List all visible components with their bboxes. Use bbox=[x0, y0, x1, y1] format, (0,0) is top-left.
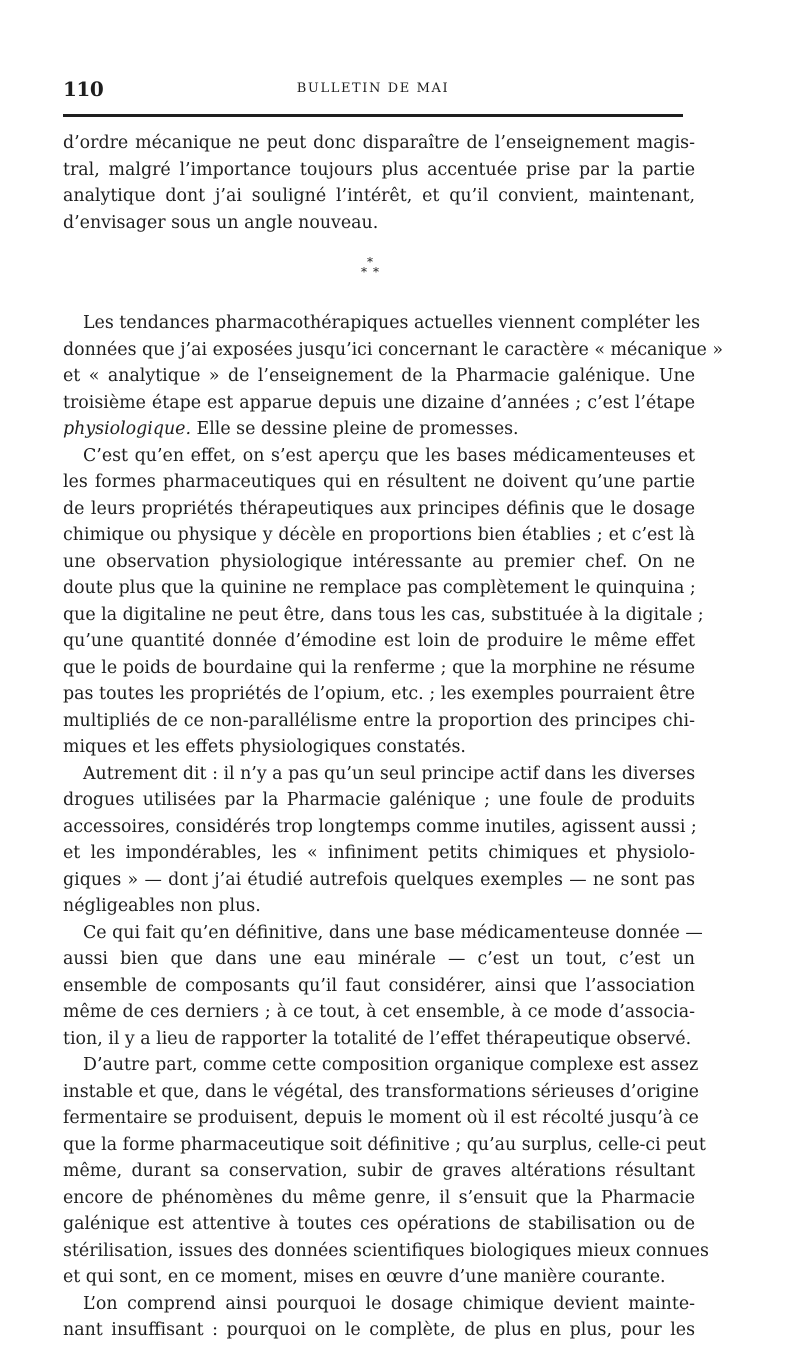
text-line: chimique ou physique y décèle en proportions bien établies ; et c’est là bbox=[63, 525, 695, 545]
text-line: que la forme pharmaceutique soit définitive ; qu’au surplus, celle-ci peut bbox=[63, 1134, 706, 1155]
text-line-mixed bbox=[63, 416, 695, 443]
text-line: d’envisager sous un angle nouveau. bbox=[63, 212, 379, 233]
text-line: stérilisation, issues des données scientifiques biologiques mieux connues bbox=[63, 1240, 709, 1261]
text-line: miques et les effets physiologiques constatés. bbox=[63, 737, 466, 757]
text-line: même, durant sa conservation, subir de graves altérations résultant bbox=[63, 1161, 695, 1181]
text-line: même de ces derniers ; à ce tout, à cet ensemble, à ce mode d’associa- bbox=[63, 1002, 695, 1022]
text-line: C’est qu’en effet, on s’est aperçu que les bases médicamenteuses et bbox=[83, 445, 695, 466]
text-line: de leurs propriétés thérapeutiques aux principes définis que le dosage bbox=[63, 498, 695, 519]
text-line: Ce qui fait qu’en définitive, dans une base médicamenteuse donnée — bbox=[83, 922, 703, 943]
text-line: aussi bien que dans une eau minérale — c’est un tout, c’est un bbox=[63, 949, 695, 969]
text-line: qu’une quantité donnée d’émodine est loin de produire le même effet bbox=[63, 631, 695, 651]
text-line: négligeables non plus. bbox=[63, 896, 261, 916]
text-line: et qui sont, en ce moment, mises en œuvre d’une manière courante. bbox=[63, 1267, 666, 1287]
text-line: accessoires, considérés trop longtemps comme inutiles, agissent aussi ; bbox=[63, 816, 697, 837]
text-run: Elle se dessine pleine de promesses. bbox=[191, 419, 519, 439]
text-line: doute plus que la quinine ne remplace pas complètement le quinquina ; bbox=[63, 578, 696, 598]
text-line: analytique dont j’ai souligné l’intérêt, et qu’il convient, maintenant, bbox=[63, 186, 695, 206]
italic-term: physiologique. bbox=[63, 419, 191, 439]
text-line: et les impondérables, les « infiniment petits chimiques et physiolo- bbox=[63, 843, 695, 863]
text-line: Autrement dit : il n’y a pas qu’un seul principe actif dans les diverses bbox=[83, 763, 696, 784]
text-line: et « analytique » de l’enseignement de la Pharmacie galénique. Une bbox=[63, 366, 695, 386]
text-line: que la digitaline ne peut être, dans tous les cas, substituée à la digitale ; bbox=[63, 604, 704, 625]
text-line: L’on comprend ainsi pourquoi le dosage chimique devient mainte- bbox=[83, 1293, 695, 1314]
text-line: galénique est attentive à toutes ces opérations de stabilisation ou de bbox=[63, 1214, 695, 1234]
text-line: encore de phénomènes du même genre, il s’ensuit que la Pharmacie bbox=[63, 1187, 695, 1208]
text-line: Les tendances pharmacothérapiques actuelles viennent compléter les bbox=[83, 313, 701, 333]
text-line: drogues utilisées par la Pharmacie galénique ; une foule de produits bbox=[63, 790, 695, 810]
text-line: instable et que, dans le végétal, des transformations sérieuses d’origine bbox=[63, 1081, 699, 1102]
section-break-asterism bbox=[63, 236, 695, 310]
text-line: les formes pharmaceutiques qui en résultent ne doivent qu’une partie bbox=[63, 472, 695, 492]
text-line: nant insuffisant : pourquoi on le complète, de plus en plus, pour les bbox=[63, 1320, 695, 1340]
page-header bbox=[63, 76, 683, 102]
text-line: D’autre part, comme cette composition organique complexe est assez bbox=[83, 1055, 699, 1075]
text-line: fermentaire se produisent, depuis le moment où il est récolté jusqu’à ce bbox=[63, 1108, 699, 1128]
asterism-star: * bbox=[361, 265, 367, 279]
text-line: multipliés de ce non-parallélisme entre la proportion des principes chi- bbox=[63, 710, 695, 731]
text-line: d’ordre mécanique ne peut donc disparaître de l’enseignement magis- bbox=[63, 133, 695, 153]
text-line: données que j’ai exposées jusqu’ici concernant le caractère « mécanique » bbox=[63, 339, 723, 360]
asterism-star: * bbox=[373, 265, 379, 279]
text-line: pas toutes les propriétés de l’opium, etc. ; les exemples pourraient être bbox=[63, 684, 695, 704]
text-line: giques » — dont j’ai étudié autrefois quelques exemples — ne sont pas bbox=[63, 869, 695, 890]
header-rule bbox=[63, 114, 683, 117]
text-line: troisième étape est apparue depuis une dizaine d’années ; c’est l’étape bbox=[63, 392, 695, 413]
body-text bbox=[63, 130, 723, 1344]
running-head: BULLETIN DE MAI bbox=[296, 81, 450, 96]
text-line: tion, il y a lieu de rapporter la totalité de l’effet thérapeutique observé. bbox=[63, 1028, 692, 1049]
text-line: ensemble de composants qu’il faut considérer, ainsi que l’association bbox=[63, 975, 695, 996]
text-line: tral, malgré l’importance toujours plus accentuée prise par la partie bbox=[63, 159, 695, 180]
page-number: 110 bbox=[63, 77, 104, 101]
asterism-star: * bbox=[367, 255, 373, 269]
text-line: une observation physiologique intéressante au premier chef. On ne bbox=[63, 551, 695, 572]
text-line: que le poids de bourdaine qui la renferme ; que la morphine ne résume bbox=[63, 657, 695, 678]
